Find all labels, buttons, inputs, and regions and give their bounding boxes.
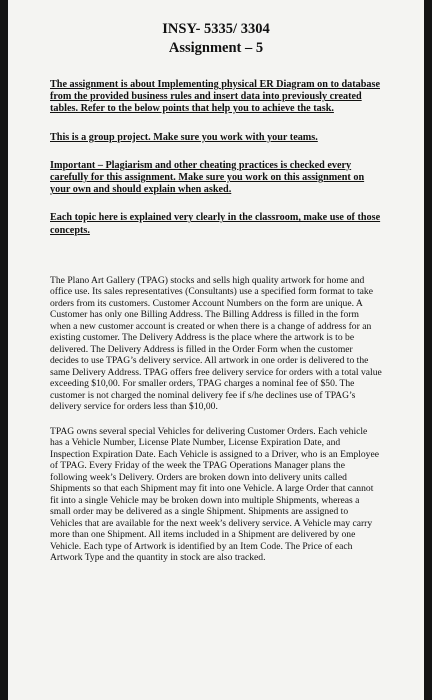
document-page (8, 0, 424, 700)
note-group-project: This is a group project. Make sure you work with your teams. (50, 131, 318, 143)
paragraph-business-rules-vehicles: TPAG owns several special Vehicles for delivering Customer Orders. Each vehicle has a Vehicle Number, License Plate Number, License Expiration Date, and Inspection Expiration Date. Each Vehicle is assigned to a Driver, who is an Employee of TPAG. Every Friday of the week the TPAG Operations Manager plans the following week’s Delivery. Orders are broken down into delivery units called Shipments so that each Shipment may fit into one Vehicle. A large Order that cannot fit into a single Vehicle may be broken down into multiple Shipments, whereas a small order may be delivered as a single Shipment. Shipments are assigned to Vehicles that are available for the next week’s delivery service. A Vehicle may carry more than one Shipment. All items included in a Shipment are delivered by one Vehicle. Each type of Artwork is identified by an Item Code. The Price of each Artwork Type and the quantity in stock are also tracked. (50, 425, 379, 564)
assignment-title: Assignment – 5 (168, 40, 264, 56)
note-classroom-concepts: Each topic here is explained very clearly in the classroom, make use of those concepts. (50, 212, 381, 236)
note-objective: The assignment is about Implementing physical ER Diagram on to database from the provided business rules and insert data into previously created tables. Refer to the below points that help you to achieve the task. (50, 79, 380, 115)
paragraph-business-rules-orders: The Plano Art Gallery (TPAG) stocks and sells high quality artwork for home and office use. Its sales representatives (Consultants) use a specified form format to take orders from its customers. Customer Account Numbers on the form are unique. A Customer has only one Billing Address. The Billing Address is filled in the form when a new customer account is created or when there is a change of address for an existing customer. The Delivery Address is the place where the artwork is to be delivered. The Delivery Address is filled in the Order Form when the customer decides to use TPAG’s delivery service. All artwork in one order is delivered to the same Delivery Address. TPAG offers free delivery service for orders with a total value exceeding $10,00. For smaller orders, TPAG charges a nominal fee of $50. The customer is not charged the nominal delivery fee if s/he declines use of TPAG’s delivery service for orders less than $10,00. (50, 274, 382, 413)
note-plagiarism: Important – Plagiarism and other cheating practices is checked every carefully for this assignment. Make sure you work on this assignment on your own and should explain when asked. (50, 159, 365, 196)
course-code: INSY- 5335/ 3304 (162, 21, 270, 37)
